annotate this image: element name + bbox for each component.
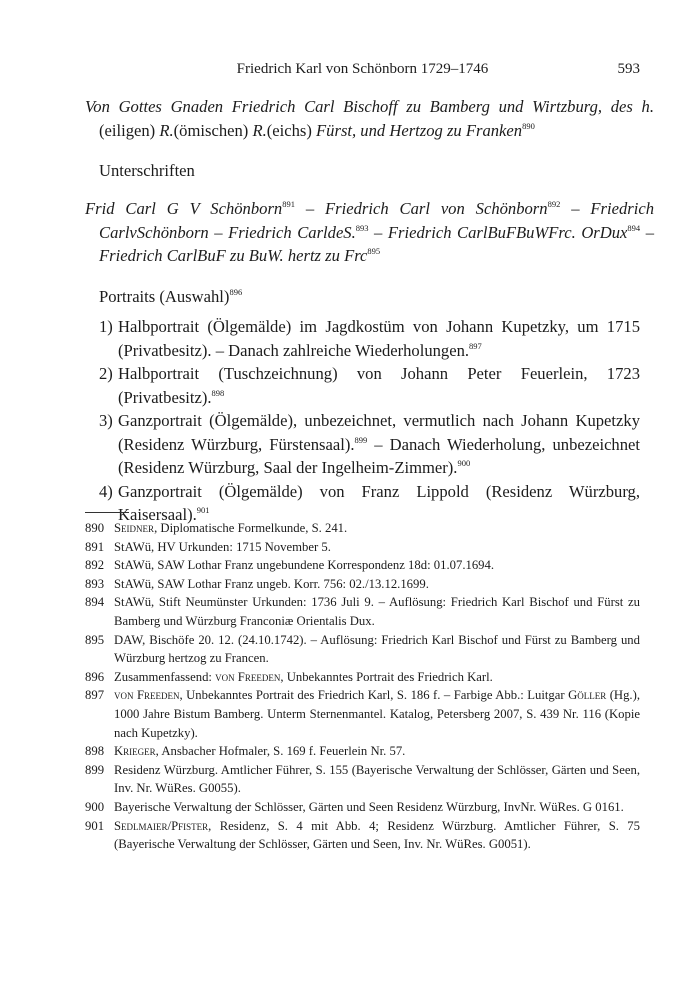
footnote bbox=[85, 631, 640, 668]
footnote-number: 900 bbox=[85, 799, 105, 814]
footnotes-list bbox=[85, 519, 640, 854]
title-expansion: (eichs) bbox=[266, 120, 317, 140]
footnote-text: StAWü, SAW Lothar Franz ungebundene Korrespondenz 18d: 01.07.1694. bbox=[114, 558, 495, 573]
footnote-number: 893 bbox=[85, 576, 105, 591]
footnote-separator bbox=[85, 512, 129, 513]
footnote-number: 898 bbox=[85, 744, 105, 759]
footnote-text: , Residenz, S. 4 mit Abb. 4; Residenz Würzburg. Amtlicher Führer, S. 75 (Bayerische Verwaltung der Schlösser, Gärten und Seen, Inv. Nr. WüRes. G0051). bbox=[114, 818, 640, 852]
item-number: 3) bbox=[99, 411, 113, 430]
footnote-text: (Hg.), 1000 Jahre Bistum Bamberg. Unterm Sternenmantel. Katalog, Petersberg 2007, S. 439 Nr. 116 (Kopie nach Kupetzky). bbox=[114, 688, 640, 740]
signatures-paragraph bbox=[85, 197, 654, 268]
footnote-number: 894 bbox=[85, 595, 105, 610]
page-number: 593 bbox=[617, 61, 640, 77]
item-number: 2) bbox=[99, 364, 113, 383]
title-expansion: (eiligen) bbox=[99, 120, 160, 140]
footnote-number: 901 bbox=[85, 818, 105, 833]
footnote-text: StAWü, HV Urkunden: 1715 November 5. bbox=[114, 539, 331, 554]
title-text: Von Gottes Gnaden Friedrich Carl Bischoff zu Bamberg und Wirtzburg, des bbox=[85, 97, 642, 116]
footnote-ref[interactable]: 896 bbox=[229, 287, 243, 297]
section-heading-portraits bbox=[99, 287, 242, 307]
footnote-number: 899 bbox=[85, 762, 105, 777]
footnote-text: , Unbekanntes Portrait des Friedrich Karl. bbox=[280, 669, 493, 684]
signature-text: – Friedrich CarlBuFBuWFrc. OrDux bbox=[368, 222, 628, 242]
title-expansion: (ömischen) bbox=[173, 120, 253, 140]
running-header bbox=[85, 61, 640, 83]
footnote-ref[interactable]: 901 bbox=[196, 505, 210, 515]
footnote bbox=[85, 668, 640, 687]
signature-text: – Friedrich CarlBuF zu BuW. hertz zu Frc bbox=[99, 222, 655, 265]
footnote-text: Zusammenfassend: bbox=[114, 669, 216, 684]
footnote-ref[interactable]: 891 bbox=[282, 199, 295, 209]
author-name: Krieger bbox=[114, 744, 156, 759]
portrait-item bbox=[99, 409, 640, 480]
footnote-number: 890 bbox=[85, 521, 105, 535]
footnote-ref[interactable]: 893 bbox=[355, 222, 369, 233]
title-abbr: R. bbox=[159, 120, 174, 140]
portraits-list bbox=[99, 315, 640, 527]
portrait-item bbox=[99, 362, 640, 409]
footnote bbox=[85, 538, 640, 557]
footnote-ref[interactable]: 892 bbox=[547, 199, 561, 209]
author-name: Göller bbox=[568, 688, 607, 703]
item-text-continued: – Danach Wiederholung, unbezeichnet (Residenz Würzburg, Saal der Ingelheim-Zimmer). bbox=[118, 434, 640, 477]
item-text: Halbportrait (Ölgemälde) im Jagdkostüm von Johann Kupetzky, um 1715 (Privatbesitz). – Danach zahlreiche Wiederholungen. bbox=[118, 317, 640, 360]
footnote-number: 895 bbox=[85, 632, 105, 647]
footnote-text: , Ansbacher Hofmaler, S. 169 f. Feuerlein Nr. 57. bbox=[155, 744, 406, 759]
footnote bbox=[85, 798, 640, 817]
title-text: Fürst, und Hertzog zu Franken bbox=[316, 120, 523, 140]
footnote-ref[interactable]: 899 bbox=[354, 434, 368, 445]
footnote-ref[interactable]: 895 bbox=[367, 246, 381, 256]
footnote bbox=[85, 817, 640, 854]
footnote-number: 896 bbox=[85, 669, 105, 684]
running-title: Friedrich Karl von Schönborn 1729–1746 bbox=[236, 61, 489, 77]
footnote-text: Bayerische Verwaltung der Schlösser, Gärten und Seen Residenz Würzburg, InvNr. WüRes. G 0161. bbox=[114, 799, 624, 814]
footnote-text: , Unbekanntes Portrait des Friedrich Karl, S. 186 f. – Farbige Abb.: Luitgar bbox=[179, 688, 569, 703]
signature-text: – Friedrich CarlvSchönborn – Friedrich CarldeS. bbox=[99, 199, 654, 242]
section-heading-signatures: Unterschriften bbox=[99, 161, 195, 180]
item-text: Ganzportrait (Ölgemälde) von Franz Lippold (Residenz Würzburg, Kaisersaal). bbox=[118, 481, 640, 524]
footnote-text: Residenz Würzburg. Amtlicher Führer, S. 155 (Bayerische Verwaltung der Schlösser, Gärten und Seen, Inv. Nr. WüRes. G0055). bbox=[114, 762, 640, 796]
signature-text: Frid Carl G V Schönborn bbox=[85, 199, 283, 218]
footnote-number: 897 bbox=[85, 688, 105, 703]
footnote-text: StAWü, SAW Lothar Franz ungeb. Korr. 756: 02./13.12.1699. bbox=[114, 576, 429, 591]
footnote-ref[interactable]: 894 bbox=[627, 222, 641, 233]
footnote bbox=[85, 556, 640, 575]
footnote-text: StAWü, Stift Neumünster Urkunden: 1736 Juli 9. – Auflösung: Friedrich Karl Bischof und Fürst zu Bamberg und Würzburg Franconiæ Orientalis Dux. bbox=[114, 595, 640, 628]
footnote bbox=[85, 742, 640, 761]
footnote bbox=[85, 593, 640, 630]
title-formula bbox=[85, 95, 654, 142]
portraits-heading-text: Portraits (Auswahl) bbox=[99, 287, 230, 306]
author-name: von Freeden bbox=[114, 688, 180, 703]
footnote-ref[interactable]: 897 bbox=[469, 340, 482, 351]
footnote bbox=[85, 761, 640, 798]
author-name: Seidner bbox=[114, 521, 155, 535]
item-number: 1) bbox=[99, 317, 113, 336]
signature-text: – Friedrich Carl von Schönborn bbox=[294, 199, 548, 218]
author-name: von Freeden bbox=[215, 669, 281, 684]
footnote-ref[interactable]: 890 bbox=[522, 120, 535, 131]
footnote-text: DAW, Bischöfe 20. 12. (24.10.1742). – Auflösung: Friedrich Karl Bischof und Fürst zu Bamberg und Würzburg hertzog zu Francen. bbox=[114, 632, 640, 666]
footnote-number: 892 bbox=[85, 558, 105, 573]
footnote bbox=[85, 686, 640, 742]
footnote bbox=[85, 519, 640, 538]
footnote-ref[interactable]: 898 bbox=[211, 387, 225, 398]
title-abbr: h. bbox=[641, 97, 654, 116]
item-text: Halbportrait (Tuschzeichnung) von Johann Peter Feuerlein, 1723 (Privatbesitz). bbox=[118, 364, 640, 407]
footnote-text: , Diplomatische Formelkunde, S. 241. bbox=[154, 521, 348, 535]
footnote-ref[interactable]: 900 bbox=[457, 458, 471, 468]
author-name: Sedlmaier/Pfister bbox=[114, 818, 209, 833]
footnote bbox=[85, 575, 640, 594]
item-number: 4) bbox=[99, 481, 113, 501]
item-text: Ganzportrait (Ölgemälde), unbezeichnet, vermutlich nach Johann Kupetzky (Residenz Würzburg, Fürstensaal). bbox=[118, 411, 640, 454]
portrait-item bbox=[99, 315, 640, 362]
title-abbr: R. bbox=[252, 120, 267, 140]
footnote-number: 891 bbox=[85, 539, 105, 554]
